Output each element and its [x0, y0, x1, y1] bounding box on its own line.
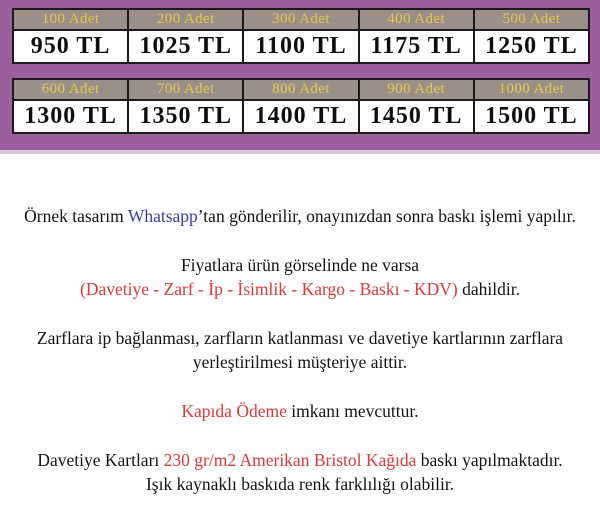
price-cell: 1450 TL: [359, 100, 474, 133]
note-line: [6, 448, 594, 472]
price-row: [13, 100, 589, 133]
quantity-header-cell: 300 Adet: [243, 9, 358, 30]
note-text: Işık kaynaklı baskıda renk farklılığı olabilir.: [145, 474, 455, 494]
quantity-header-row: [13, 79, 589, 100]
whatsapp-link[interactable]: Whatsapp: [127, 206, 198, 226]
note-text: Davetiye Kartları: [37, 450, 164, 470]
note-cash-on-delivery: [6, 399, 594, 423]
note-text: dahildir.: [457, 279, 520, 299]
note-line: [6, 204, 594, 228]
quantity-header-cell: 500 Adet: [474, 9, 589, 30]
note-text: Kapıda Ödeme: [181, 401, 287, 421]
note-sample-design: [6, 204, 594, 228]
price-cell: 950 TL: [13, 30, 128, 63]
note-text: Örnek tasarım: [24, 206, 128, 226]
quantity-header-cell: 700 Adet: [128, 79, 243, 100]
note-line: [6, 472, 594, 496]
note-line: [6, 350, 594, 374]
quantity-header-cell: 900 Adet: [359, 79, 474, 100]
price-cell: 1100 TL: [243, 30, 358, 63]
price-cell: 1175 TL: [359, 30, 474, 63]
note-text: Zarflara ip bağlanması, zarfların katlanması ve davetiye kartlarının zarflara: [36, 328, 564, 348]
note-text: yerleştirilmesi müşteriye aittir.: [192, 352, 408, 372]
note-text: 230 gr/m2 Amerikan Bristol Kağıda: [163, 450, 417, 470]
quantity-header-cell: 100 Adet: [13, 9, 128, 30]
note-text: (Davetiye - Zarf - İp - İsimlik - Kargo - Baskı - KDV): [80, 279, 458, 299]
note-text: Fiyatlara ürün görselinde ne varsa: [180, 255, 420, 275]
price-panel: [0, 0, 600, 154]
note-text: baskı yapılmaktadır.: [416, 450, 563, 470]
quantity-header-row: [13, 9, 589, 30]
note-paper-type: [6, 448, 594, 496]
price-cell: 1025 TL: [128, 30, 243, 63]
note-text: imkanı mevcuttur.: [286, 401, 419, 421]
price-cell: 1250 TL: [474, 30, 589, 63]
price-table-2: [12, 78, 590, 134]
price-cell: 1400 TL: [243, 100, 358, 133]
note-text: ’tan gönderilir, onayınızdan sonra baskı işlemi yapılır.: [197, 206, 576, 226]
price-table-1: [12, 8, 590, 64]
quantity-header-cell: 600 Adet: [13, 79, 128, 100]
quantity-header-cell: 400 Adet: [359, 9, 474, 30]
note-customer-responsibility: [6, 326, 594, 374]
note-line: [6, 326, 594, 350]
quantity-header-cell: 1000 Adet: [474, 79, 589, 100]
price-cell: 1300 TL: [13, 100, 128, 133]
note-line: [6, 399, 594, 423]
notes-section: [0, 204, 600, 496]
quantity-header-cell: 200 Adet: [128, 9, 243, 30]
quantity-header-cell: 800 Adet: [243, 79, 358, 100]
note-price-includes: [6, 253, 594, 301]
note-line: [6, 253, 594, 277]
price-row: [13, 30, 589, 63]
price-cell: 1500 TL: [474, 100, 589, 133]
note-line: [6, 277, 594, 301]
price-cell: 1350 TL: [128, 100, 243, 133]
